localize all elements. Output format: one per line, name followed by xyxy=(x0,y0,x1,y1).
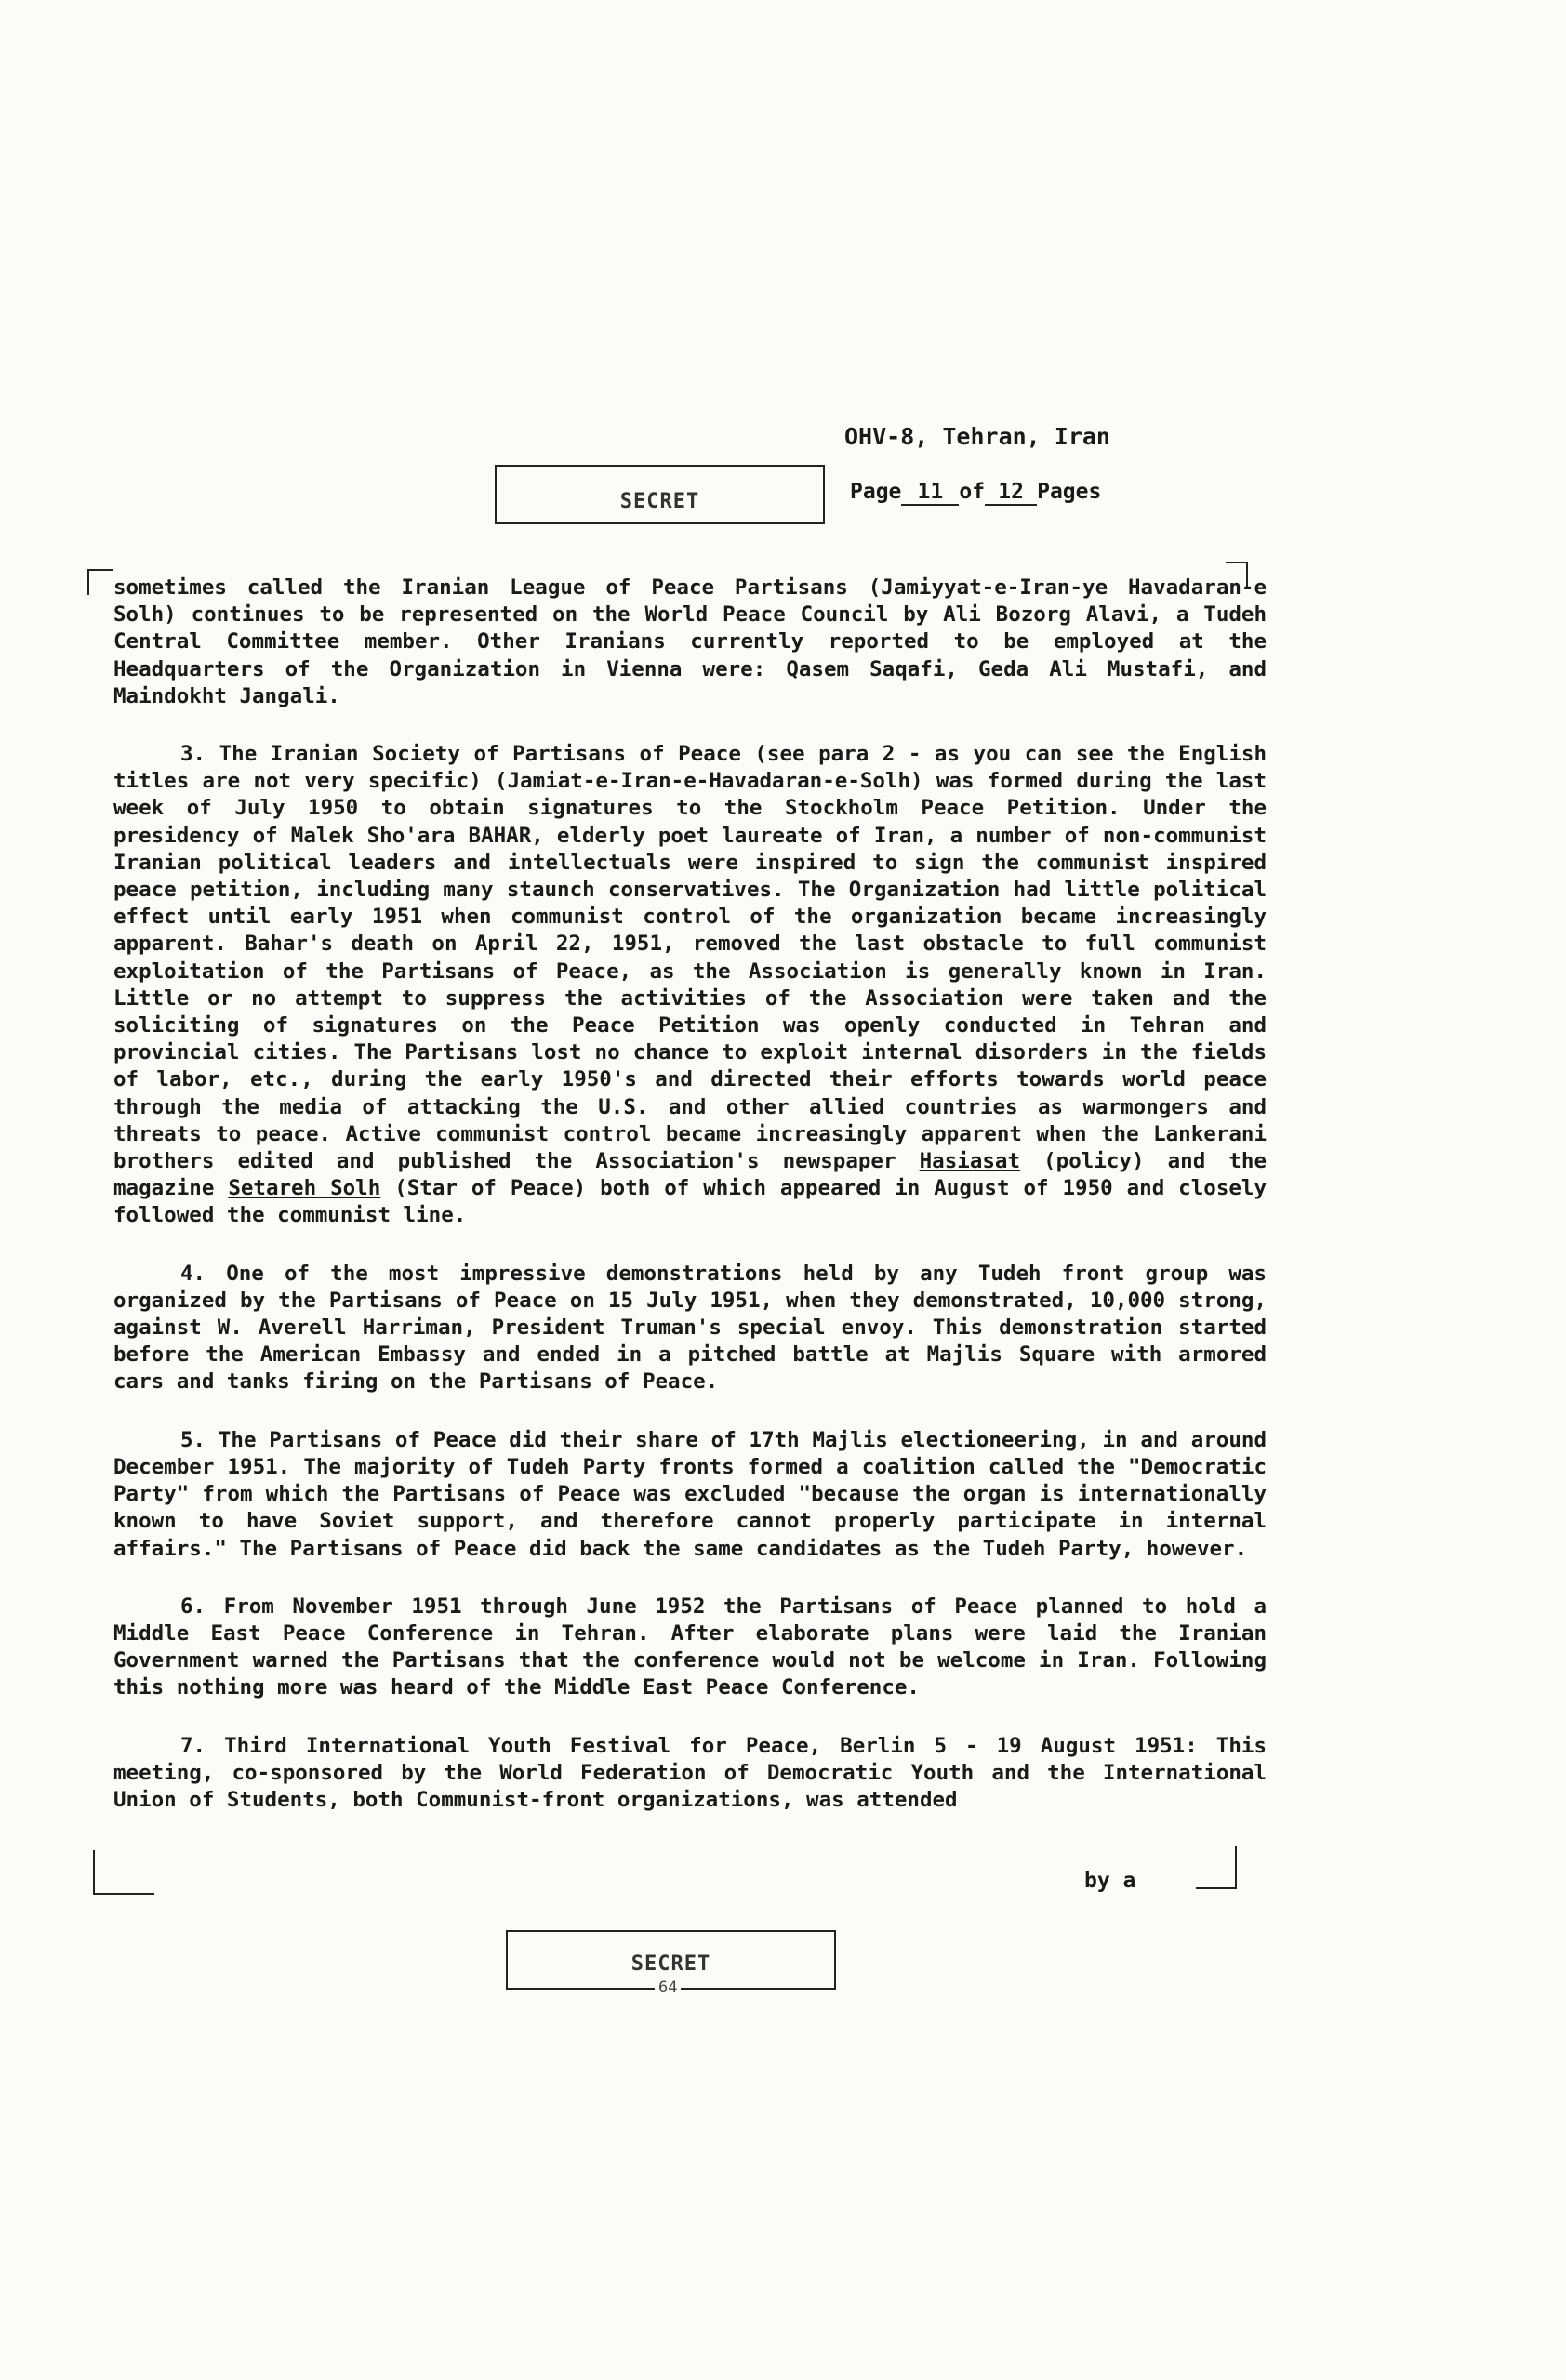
document-reference: OHV-8, Tehran, Iran xyxy=(844,423,1110,450)
page-label: Page xyxy=(850,480,902,504)
paragraph-label: 7. xyxy=(180,1733,206,1758)
document-body xyxy=(113,575,1267,1844)
pages-label: Pages xyxy=(1037,480,1102,504)
paragraph-continued xyxy=(113,575,1267,710)
paragraph-label: 3. xyxy=(180,742,206,767)
frame-corner-bottom-left xyxy=(93,1850,154,1895)
page-current: 11 xyxy=(901,480,959,506)
paragraph-text: The Partisans of Peace did their share of 17th Majlis electioneering, in and around December 1951. The majority of Tudeh Party fronts formed a coalition called the "Democratic Party" from which the Partisans of Peace was excluded "because the organ is internationally known to have Soviet support, and therefore cannot properly participate in internal affairs." The Partisans of Peace did back the same candidates as the Tudeh Party, however. xyxy=(113,1427,1267,1561)
paragraph-text: The Iranian Society of Partisans of Peace (see para 2 - as you can see the English titles are not very specific) (Jamiat-e-Iran-e-Havadaran-e-Solh) was formed during the last week of July 1950 to obtain signatures to the Stockholm Peace Petition. Under the presidency of Malek Sho'ara BAHAR, elderly poet laureate of Iran, a number of non-communist Iranian political leaders and intellectuals were inspired to sign the communist inspired peace petition, including many staunch conservatives. The Organization had little political effect until early 1951 when communist control of the organization became increasingly apparent. Bahar's death on April 22, 1951, removed the last obstacle to full communist exploitation of the Partisans of Peace, as the Association is generally known in Iran. Little or no attempt to suppress the activities of the Association were taken and the soliciting of signatures on the Peace Petition was openly conducted in Tehran and provincial cities. The Partisans lost no chance to exploit internal disorders in the fields of labor, etc., during the early 1950's and directed their efforts towards world peace through the media of attacking the U.S. and other allied countries as warmongers and threats to peace. Active communist control became increasingly apparent when the Lankerani brothers edited and published the Association's newspaper xyxy=(113,742,1267,1174)
classification-stamp-top: SECRET xyxy=(495,465,825,524)
paragraph-5 xyxy=(113,1427,1267,1563)
page-number: 64 xyxy=(655,1978,681,1997)
paragraph-7 xyxy=(113,1733,1267,1815)
paragraph-label: 4. xyxy=(180,1261,206,1286)
paragraph-6 xyxy=(113,1593,1267,1702)
frame-corner-bottom-right xyxy=(1196,1846,1237,1889)
paragraph-4 xyxy=(113,1261,1267,1396)
page-of-label: of xyxy=(959,480,986,504)
classification-stamp-bottom: SECRET xyxy=(506,1930,836,1990)
continuation-catchword: by a xyxy=(1084,1869,1136,1893)
magazine-title: Setareh Solh xyxy=(228,1176,381,1201)
paragraph-label: 5. xyxy=(180,1427,206,1452)
paragraph-label: 6. xyxy=(180,1593,206,1619)
newspaper-title: Hasiasat xyxy=(919,1149,1021,1174)
paragraph-text: One of the most impressive demonstrations held by any Tudeh front group was organized by the Partisans of Peace on 15 July 1951, when they demonstrated, 10,000 strong, against W. Averell Harriman, President Truman's special envoy. This demonstration started before the American Embassy and ended in a pitched battle at Majlis Square with armored cars and tanks firing on the Partisans of Peace. xyxy=(113,1261,1267,1395)
paragraph-text: From November 1951 through June 1952 the Partisans of Peace planned to hold a Middle East Peace Conference in Tehran. After elaborate plans were laid the Iranian Government warned the Partisans that the conference would not be welcome in Iran. Following this nothing more was heard of the Middle East Peace Conference. xyxy=(113,1593,1267,1700)
page-total: 12 xyxy=(985,480,1037,506)
frame-corner-top-left xyxy=(87,569,113,595)
page-indicator xyxy=(850,480,1101,506)
paragraph-text: (Star of Peace) both of which appeared in August of 1950 and closely followed the communist line. xyxy=(113,1176,1267,1228)
paragraph-text: sometimes called the Iranian League of Peace Partisans (Jamiyyat-e-Iran-ye Havadaran-e Solh) continues to be represented on the World Peace Council by Ali Bozorg Alavi, a Tudeh Central Committee member. Other Iranians currently reported to be employed at the Headquarters of the Organization in Vienna were: Qasem Saqafi, Geda Ali Mustafi, and Maindokht Jangali. xyxy=(113,575,1267,708)
paragraph-3 xyxy=(113,741,1267,1230)
paragraph-text: (policy) and the magazine xyxy=(113,1149,1267,1201)
paragraph-text: Third International Youth Festival for Peace, Berlin 5 - 19 August 1951: This meeting, co-sponsored by the World Federation of Democratic Youth and the International Union of Students, both Communist-front organizations, was attended xyxy=(113,1733,1267,1812)
